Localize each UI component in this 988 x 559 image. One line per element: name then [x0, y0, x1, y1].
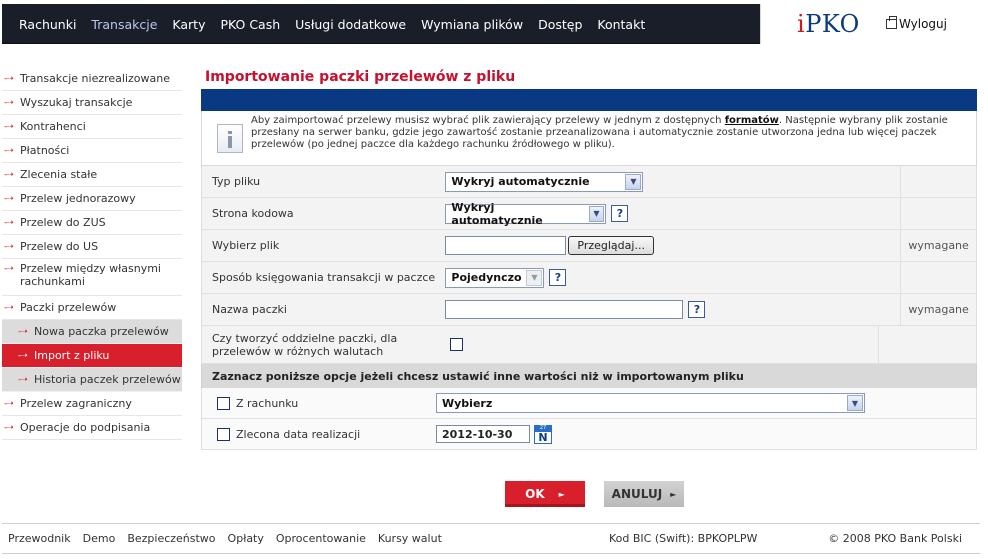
arrow-icon: -➝ [4, 217, 13, 228]
arrow-icon: -➝ [4, 145, 13, 156]
info-text: Aby zaimportować przelewy musisz wybrać plik zawierający przelewy w jednym z dostępnych formatów. Następnie wybrany plik zostanie przesłany na serwer banku, gdzie jego zawartość zostanie przeanalizowana i automatycznie zostanie utworzona jedna lub więcej paczek przelewów (po jednej paczce dla każdego rachunku źródłowego w pliku). [251, 115, 948, 150]
encoding-row [201, 198, 977, 230]
arrow-icon: -➝ [4, 73, 13, 84]
logo-area [760, 4, 980, 44]
booking-row [201, 262, 977, 294]
account-select[interactable]: Wybierz ▼ [436, 393, 865, 413]
top-navigation-bar [2, 4, 980, 44]
package-name-row [201, 294, 977, 326]
nav-wymiana-plikow[interactable]: Wymiana plików [421, 16, 524, 32]
copyright: © 2008 PKO Bank Polski [828, 532, 962, 545]
account-label: Z rachunku [236, 396, 299, 410]
sidebar-item-przelew-zagraniczny[interactable]: -➝ Przelew zagraniczny [2, 392, 182, 416]
action-buttons [505, 481, 684, 507]
arrow-icon: -➝ [4, 264, 13, 274]
formats-link[interactable]: formatów [724, 115, 779, 126]
chevron-right-icon: ► [558, 489, 565, 499]
sidebar-item-operacje-do-podpisania[interactable]: -➝ Operacje do podpisania [2, 416, 182, 440]
arrow-icon: -➝ [4, 302, 13, 313]
footer-link-kursy-walut[interactable]: Kursy walut [377, 532, 442, 545]
encoding-label: Strona kodowa [212, 207, 294, 220]
footer-link-demo[interactable]: Demo [82, 532, 116, 545]
sidebar-item-historia-paczek[interactable]: -➝ Historia paczek przelewów [2, 368, 182, 392]
footer [2, 523, 980, 554]
chevron-down-icon: ▼ [625, 174, 641, 190]
arrow-icon: -➝ [18, 350, 27, 361]
arrow-icon: -➝ [4, 97, 13, 108]
package-name-required-note: wymagane [900, 294, 976, 325]
sidebar-item-import-z-pliku[interactable]: -➝ Import z pliku [2, 344, 182, 368]
date-checkbox[interactable] [217, 428, 230, 441]
footer-link-oprocentowanie[interactable]: Oprocentowanie [275, 532, 366, 545]
booking-help-button[interactable]: ? [549, 269, 566, 286]
file-label: Wybierz plik [212, 239, 280, 252]
file-type-label: Typ pliku [212, 175, 261, 188]
sidebar-item-przelew-do-zus[interactable]: -➝ Przelew do ZUS [2, 211, 182, 235]
bic-code: Kod BIC (Swift): BPKOPLPW [609, 532, 758, 545]
footer-link-oplaty[interactable]: Opłaty [227, 532, 264, 545]
sidebar-item-przelew-do-us[interactable]: -➝ Przelew do US [2, 235, 182, 259]
nav-uslugi-dodatkowe[interactable]: Usługi dodatkowe [295, 16, 407, 32]
nav-dostep[interactable]: Dostęp [538, 16, 583, 32]
chevron-right-icon: ► [670, 489, 677, 499]
package-name-help-button[interactable]: ? [688, 301, 705, 318]
date-row [201, 419, 977, 450]
logout-link[interactable]: Wyloguj [886, 17, 947, 31]
sidebar-item-platnosci[interactable]: -➝ Płatności [2, 139, 182, 163]
main-menu [2, 4, 660, 44]
booking-select[interactable]: Pojedynczo ▼ [445, 268, 544, 288]
file-path-input[interactable] [445, 236, 566, 255]
date-input[interactable]: 2012-10-30 [436, 425, 530, 443]
arrow-icon: -➝ [4, 121, 13, 132]
main-content [201, 67, 977, 450]
arrow-icon: -➝ [18, 326, 27, 337]
cancel-button[interactable]: ANULUJ ► [604, 481, 684, 507]
booking-label: Sposób księgowania transakcji w paczce [212, 271, 436, 284]
file-required-note: wymagane [900, 230, 976, 261]
ipko-logo: iPKO [797, 10, 860, 38]
separate-packages-label: Czy tworzyć oddzielne paczki, dla przelewów w różnych walutach [212, 331, 398, 358]
arrow-icon: -➝ [4, 169, 13, 180]
encoding-help-button[interactable]: ? [611, 205, 628, 222]
chevron-down-icon: ▼ [847, 395, 863, 411]
page-title: Importowanie paczki przelewów z pliku [205, 69, 516, 85]
sidebar-item-kontrahenci[interactable]: -➝ Kontrahenci [2, 115, 182, 139]
account-checkbox[interactable] [217, 397, 230, 410]
sidebar-item-paczki-przelewow[interactable]: -➝ Paczki przelewów [2, 296, 182, 320]
account-row [201, 388, 977, 419]
sidebar [2, 67, 182, 440]
browse-button[interactable]: Przeglądaj... [568, 236, 654, 255]
calendar-icon[interactable]: 27 N [534, 425, 552, 444]
nav-pko-cash[interactable]: PKO Cash [220, 16, 281, 32]
file-type-row [201, 166, 977, 198]
nav-kontakt[interactable]: Kontakt [597, 16, 646, 32]
sidebar-item-nowa-paczka[interactable]: -➝ Nowa paczka przelewów [2, 320, 182, 344]
override-options-heading: Zaznacz poniższe opcje jeżeli chcesz ustawić inne wartości niż w importowanym pliku [201, 364, 977, 388]
arrow-icon: -➝ [4, 193, 13, 204]
footer-link-bezpieczenstwo[interactable]: Bezpieczeństwo [127, 532, 216, 545]
file-type-select[interactable]: Wykryj automatycznie ▼ [445, 172, 643, 192]
nav-karty[interactable]: Karty [172, 16, 206, 32]
encoding-select[interactable]: Wykryj automatycznie ▼ [445, 204, 606, 224]
logout-icon [886, 19, 897, 29]
file-row [201, 230, 977, 262]
arrow-icon: -➝ [18, 374, 27, 385]
separate-packages-checkbox[interactable] [450, 338, 463, 351]
chevron-down-icon: ▼ [589, 206, 605, 222]
chevron-down-icon: ▼ [526, 270, 542, 286]
package-name-label: Nazwa paczki [212, 303, 287, 316]
separate-packages-row [201, 326, 977, 364]
info-box [201, 111, 977, 166]
nav-rachunki[interactable]: Rachunki [19, 16, 77, 32]
sidebar-item-zlecenia-stale[interactable]: -➝ Zlecenia stałe [2, 163, 182, 187]
arrow-icon: -➝ [4, 422, 13, 433]
sidebar-item-transakcje-niezrealizowane[interactable]: -➝ Transakcje niezrealizowane [2, 67, 182, 91]
sidebar-item-przelew-jednorazowy[interactable]: -➝ Przelew jednorazowy [2, 187, 182, 211]
sidebar-item-przelew-miedzy-rachunkami[interactable]: -➝ Przelew między własnymi rachunkami [2, 259, 182, 296]
date-label: Zlecona data realizacji [236, 427, 361, 441]
footer-link-przewodnik[interactable]: Przewodnik [8, 532, 71, 545]
info-icon [217, 124, 243, 153]
nav-transakcje[interactable]: Transakcje [91, 16, 158, 32]
package-name-input[interactable] [445, 300, 683, 319]
footer-links [2, 532, 454, 545]
ok-button[interactable]: OK ► [505, 481, 585, 507]
sidebar-item-wyszukaj-transakcje[interactable]: -➝ Wyszukaj transakcje [2, 91, 182, 115]
arrow-icon: -➝ [4, 241, 13, 252]
header-bar [201, 89, 977, 111]
arrow-icon: -➝ [4, 398, 13, 409]
